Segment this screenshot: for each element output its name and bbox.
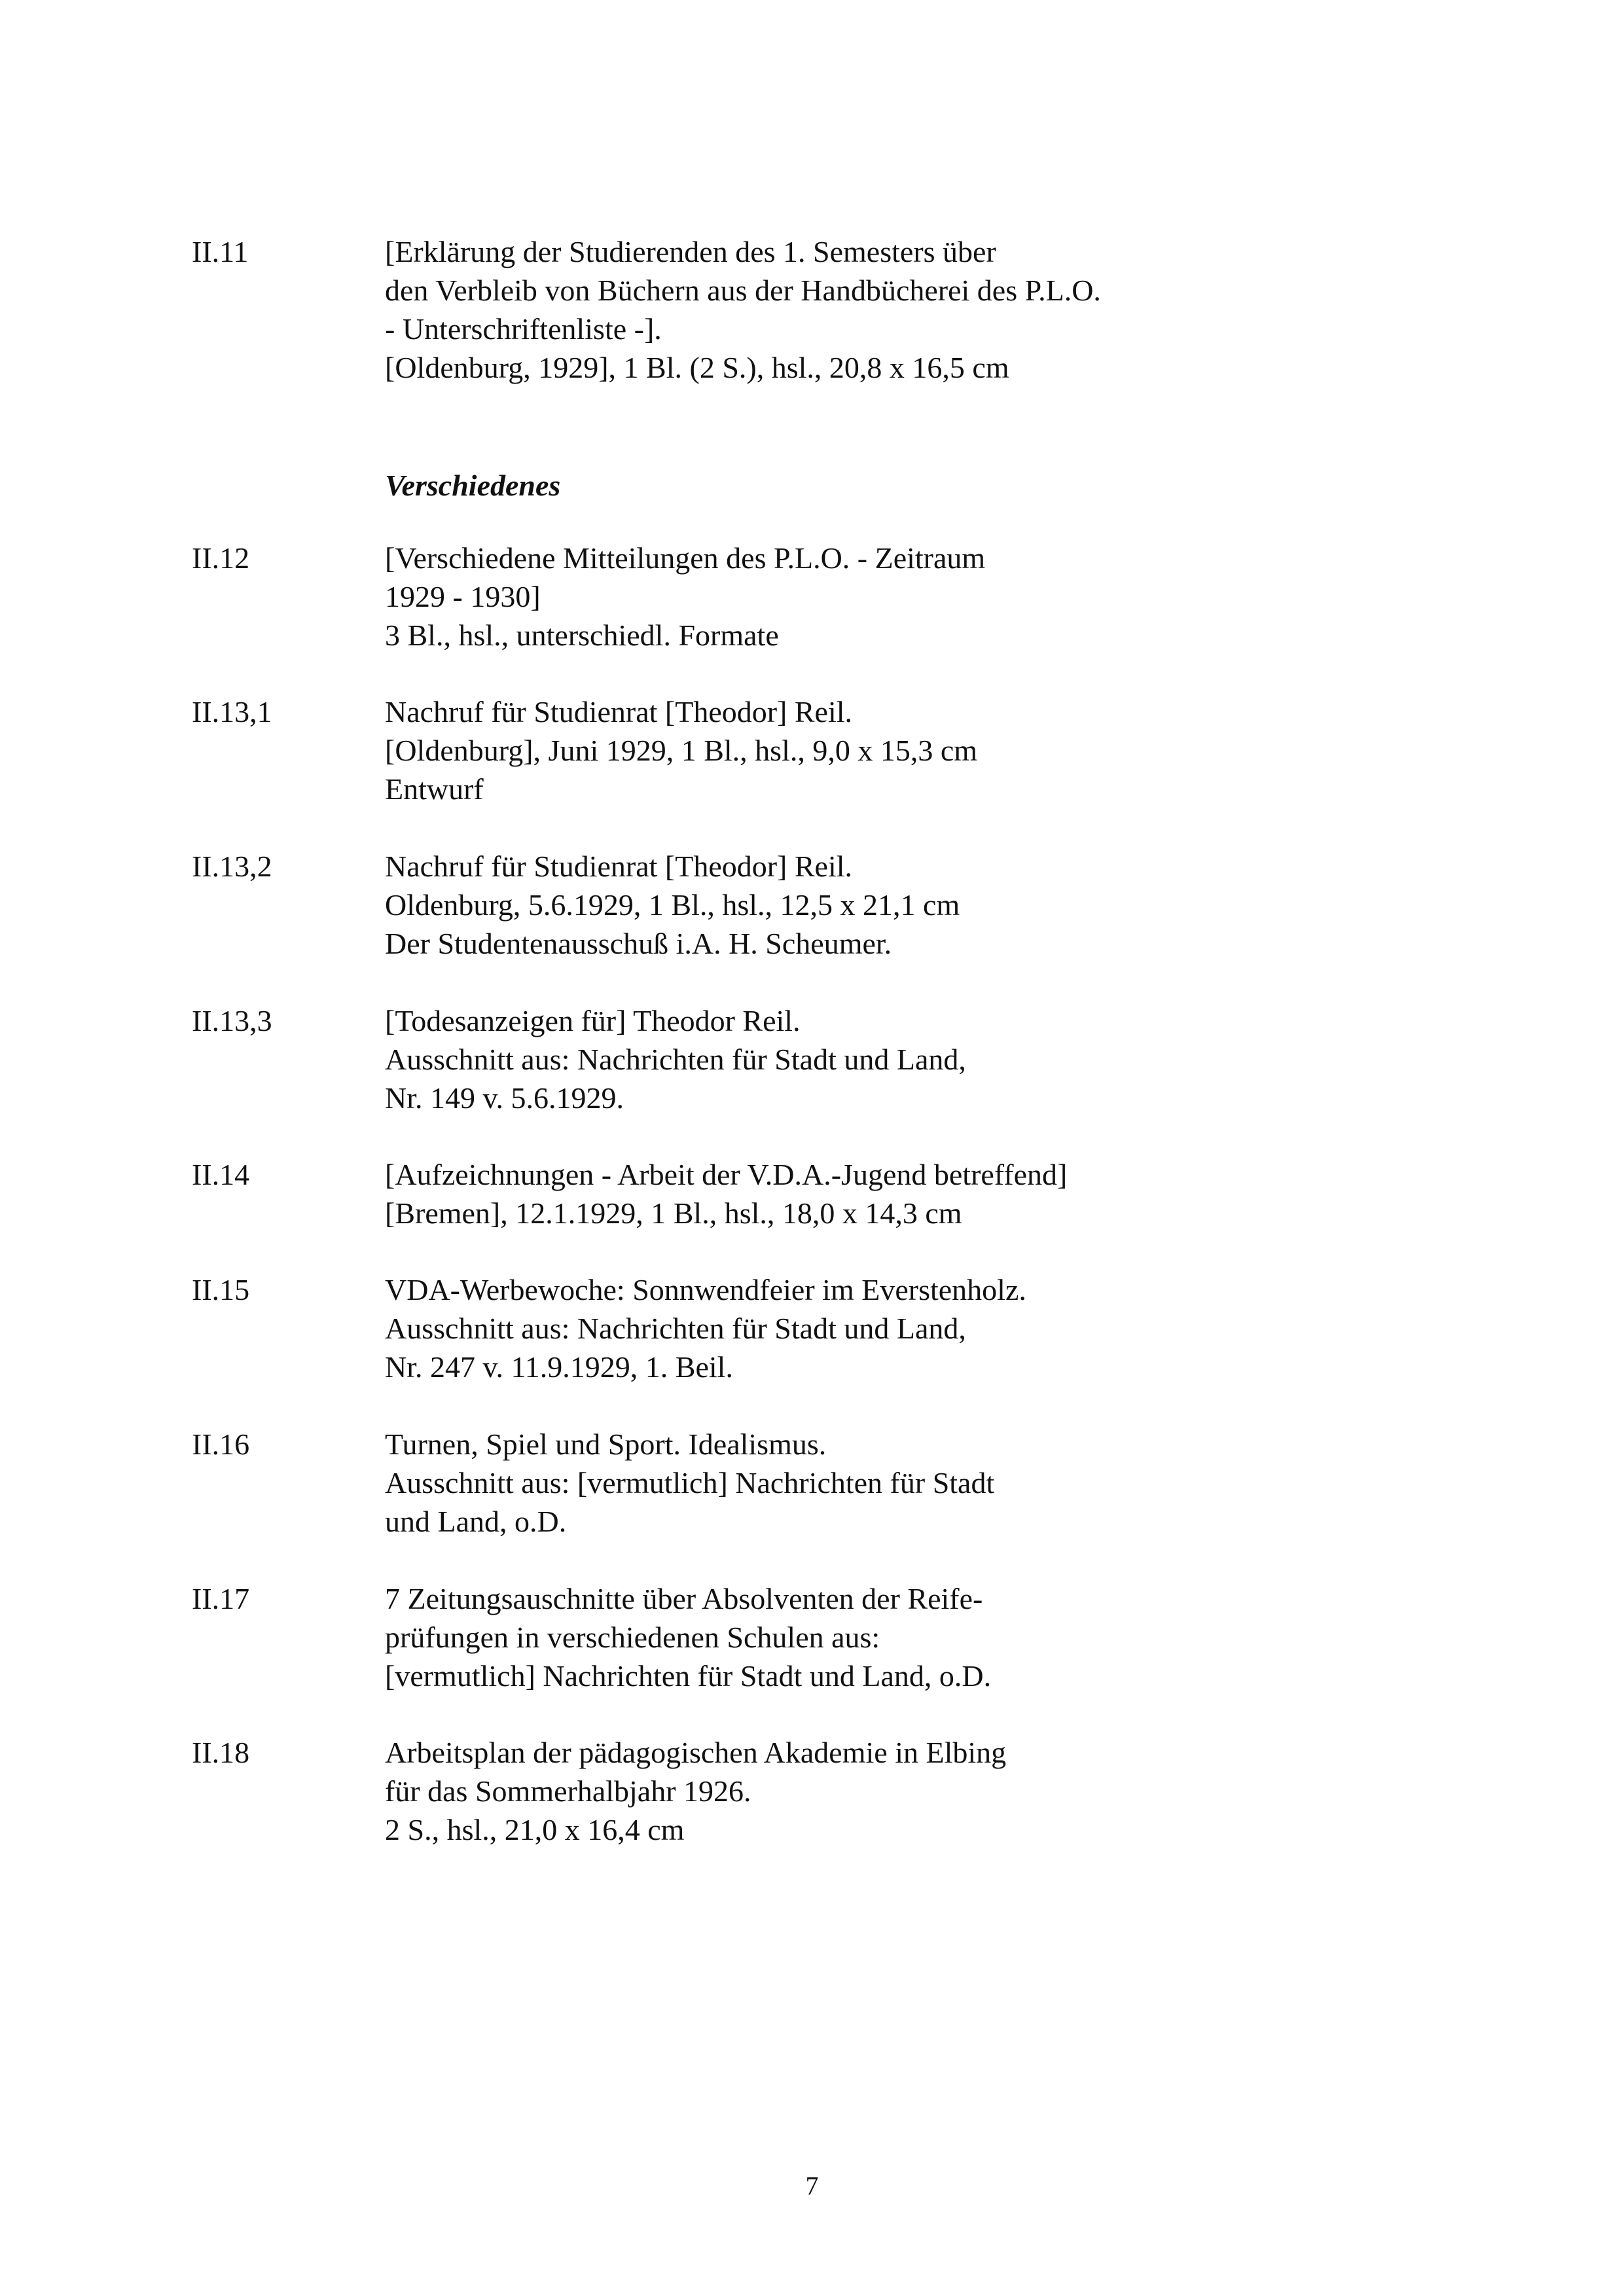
entry-line: Nr. 247 v. 11.9.1929, 1. Beil. bbox=[385, 1350, 733, 1384]
entry-id: II.13,2 bbox=[192, 850, 272, 883]
entry-line: Nachruf für Studienrat [Theodor] Reil. bbox=[385, 850, 853, 883]
entry-line: den Verbleib von Büchern aus der Handbücherei des P.L.O. bbox=[385, 274, 1101, 307]
entry-line: Der Studentenausschuß i.A. H. Scheumer. bbox=[385, 927, 892, 960]
entry-description bbox=[385, 1001, 1563, 1117]
entry-line: [Oldenburg], Juni 1929, 1 Bl., hsl., 9,0 x 15,3 cm bbox=[385, 734, 978, 767]
entry-line: Turnen, Spiel und Sport. Idealismus. bbox=[385, 1427, 827, 1461]
entry-description bbox=[385, 692, 1563, 808]
entry-id: II.16 bbox=[192, 1427, 250, 1461]
entry-id: II.14 bbox=[192, 1158, 250, 1191]
entry-id: II.13,3 bbox=[192, 1004, 272, 1037]
section-heading: Verschiedenes bbox=[385, 469, 561, 502]
entry-line: 2 S., hsl., 21,0 x 16,4 cm bbox=[385, 1813, 685, 1846]
entry-line: Nachruf für Studienrat [Theodor] Reil. bbox=[385, 695, 853, 728]
entry-line: Oldenburg, 5.6.1929, 1 Bl., hsl., 12,5 x 21,1 cm bbox=[385, 888, 960, 922]
entry-line: Ausschnitt aus: [vermutlich] Nachrichten für Stadt bbox=[385, 1466, 995, 1499]
entry-id: II.13,1 bbox=[192, 695, 272, 728]
entry-line: 7 Zeitungsauschnitte über Absolventen der Reife- bbox=[385, 1582, 983, 1615]
entry-line: [vermutlich] Nachrichten für Stadt und Land, o.D. bbox=[385, 1659, 992, 1693]
entry-line: [Verschiedene Mitteilungen des P.L.O. - Zeitraum bbox=[385, 541, 986, 575]
entry-id: II.11 bbox=[192, 235, 249, 268]
entry-description bbox=[385, 1733, 1563, 1849]
entry-id: II.17 bbox=[192, 1582, 250, 1615]
entry-line: Arbeitsplan der pädagogischen Akademie in Elbing bbox=[385, 1736, 1007, 1769]
entry-description bbox=[385, 232, 1563, 387]
entry-description bbox=[385, 847, 1563, 963]
entry-line: 1929 - 1930] bbox=[385, 580, 541, 613]
entry-line: [Erklärung der Studierenden des 1. Semesters über bbox=[385, 235, 996, 268]
entry-line: für das Sommerhalbjahr 1926. bbox=[385, 1774, 751, 1808]
entry-line: [Oldenburg, 1929], 1 Bl. (2 S.), hsl., 20,8 x 16,5 cm bbox=[385, 351, 1009, 384]
entry-line: [Bremen], 12.1.1929, 1 Bl., hsl., 18,0 x 14,3 cm bbox=[385, 1196, 962, 1230]
entry-description bbox=[385, 1270, 1563, 1386]
entry-line: prüfungen in verschiedenen Schulen aus: bbox=[385, 1621, 880, 1654]
entry-line: [Aufzeichnungen - Arbeit der V.D.A.-Jugend betreffend] bbox=[385, 1158, 1068, 1191]
entry-line: Entwurf bbox=[385, 772, 484, 806]
entry-line: VDA-Werbewoche: Sonnwendfeier im Everstenholz. bbox=[385, 1273, 1026, 1306]
entry-id: II.18 bbox=[192, 1736, 250, 1769]
entry-description bbox=[385, 1425, 1563, 1541]
entry-description bbox=[385, 1579, 1563, 1695]
entry-description bbox=[385, 1155, 1563, 1232]
entry-id: II.15 bbox=[192, 1273, 250, 1306]
entry-description bbox=[385, 539, 1563, 655]
entry-line: Nr. 149 v. 5.6.1929. bbox=[385, 1081, 624, 1115]
entry-line: - Unterschriftenliste -]. bbox=[385, 312, 662, 346]
entry-line: 3 Bl., hsl., unterschiedl. Formate bbox=[385, 619, 779, 652]
entry-line: Ausschnitt aus: Nachrichten für Stadt und Land, bbox=[385, 1312, 966, 1345]
entry-line: Ausschnitt aus: Nachrichten für Stadt und Land, bbox=[385, 1043, 966, 1076]
entry-line: [Todesanzeigen für] Theodor Reil. bbox=[385, 1004, 801, 1037]
entry-id: II.12 bbox=[192, 541, 250, 575]
entry-line: und Land, o.D. bbox=[385, 1505, 567, 1538]
page-number: 7 bbox=[805, 2171, 819, 2200]
